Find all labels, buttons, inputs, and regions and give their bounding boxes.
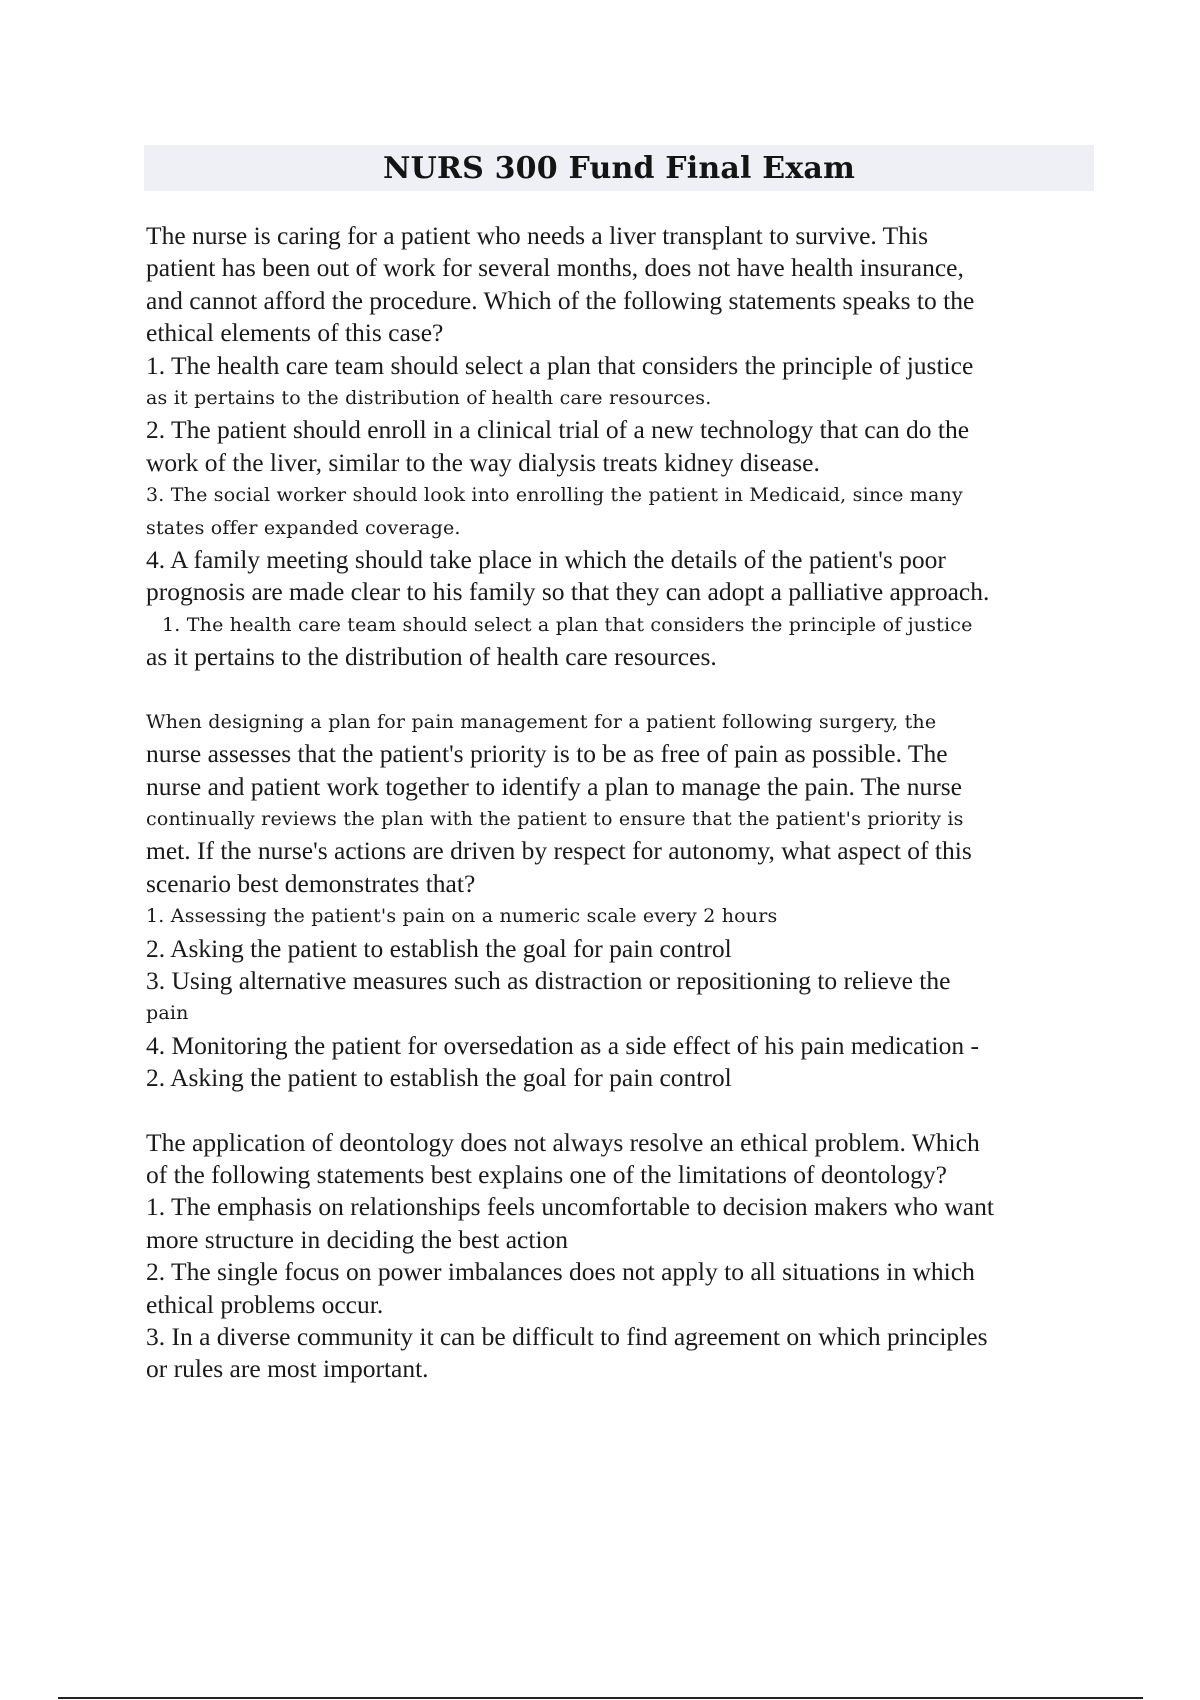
question-3-option-3-cont: or rules are most important. [146, 1354, 429, 1384]
question-1-option-4: 4. A family meeting should take place in which the details of the patient's poor [146, 545, 946, 575]
question-2-option-3: 3. Using alternative measures such as distraction or repositioning to relieve the [146, 965, 951, 995]
exam-content [146, 220, 1106, 1386]
question-1-option-1-cont: as it pertains to the distribution of health care resources. [146, 387, 712, 410]
footer-divider [58, 1697, 1143, 1699]
page-title: NURS 300 Fund Final Exam [382, 150, 856, 186]
question-1-option-4-cont: prognosis are made clear to his family so that they can adopt a palliative approach. [146, 577, 990, 607]
question-2-stem-line: nurse and patient work together to identify a plan to manage the pain. The nurse [146, 771, 962, 801]
question-1-stem-line: The nurse is caring for a patient who needs a liver transplant to survive. This [146, 221, 929, 250]
question-2-stem-line: When designing a plan for pain management for a patient following surgery, the [146, 710, 937, 733]
question-2-stem-line: met. If the nurse's actions are driven by respect for autonomy, what aspect of this [146, 836, 972, 866]
question-2-stem-line: nurse assesses that the patient's priority is to be as free of pain as possible. The [146, 739, 948, 769]
question-3-option-2: 2. The single focus on power imbalances does not apply to all situations in which [146, 1257, 975, 1287]
question-2 [146, 706, 1106, 1095]
question-1-option-3: 3. The social worker should look into enrolling the patient in Medicaid, since many [146, 484, 963, 507]
question-1-stem-line: and cannot afford the procedure. Which of the following statements speaks to the [146, 285, 975, 315]
question-3-stem-line: The application of deontology does not always resolve an ethical problem. Which [146, 1127, 980, 1157]
question-1-option-1: 1. The health care team should select a plan that considers the principle of justice [146, 350, 974, 380]
question-2-option-1: 1. Assessing the patient's pain on a numeric scale every 2 hours [146, 905, 778, 928]
question-1-option-2-cont: work of the liver, similar to the way dialysis treats kidney disease. [146, 447, 820, 477]
question-1-option-3-cont: states offer expanded coverage. [146, 516, 461, 539]
question-2-stem-line: continually reviews the plan with the patient to ensure that the patient's priority is [146, 807, 964, 830]
question-3 [146, 1127, 1106, 1386]
question-2-answer: 2. Asking the patient to establish the goal for pain control [146, 1063, 732, 1093]
question-1-answer: 1. The health care team should select a plan that considers the principle of justice [162, 613, 973, 636]
question-2-stem-line: scenario best demonstrates that? [146, 868, 476, 898]
question-3-option-2-cont: ethical problems occur. [146, 1289, 384, 1319]
question-3-stem-line: of the following statements best explains one of the limitations of deontology? [146, 1159, 947, 1189]
question-1-option-2: 2. The patient should enroll in a clinical trial of a new technology that can do the [146, 415, 970, 445]
question-2-option-3-cont: pain [146, 1002, 189, 1025]
question-3-option-1: 1. The emphasis on relationships feels uncomfortable to decision makers who want [146, 1192, 994, 1222]
question-1-stem-line: ethical elements of this case? [146, 318, 444, 348]
question-1 [146, 220, 1106, 674]
question-2-option-4: 4. Monitoring the patient for oversedation as a side effect of his pain medication - [146, 1030, 979, 1060]
question-1-stem-line: patient has been out of work for several months, does not have health insurance, [146, 253, 964, 283]
question-2-option-2: 2. Asking the patient to establish the goal for pain control [146, 933, 732, 963]
question-3-option-1-cont: more structure in deciding the best action [146, 1224, 569, 1254]
question-1-answer-cont: as it pertains to the distribution of health care resources. [146, 642, 717, 672]
question-3-option-3: 3. In a diverse community it can be difficult to find agreement on which principles [146, 1322, 988, 1351]
title-banner [144, 145, 1094, 191]
